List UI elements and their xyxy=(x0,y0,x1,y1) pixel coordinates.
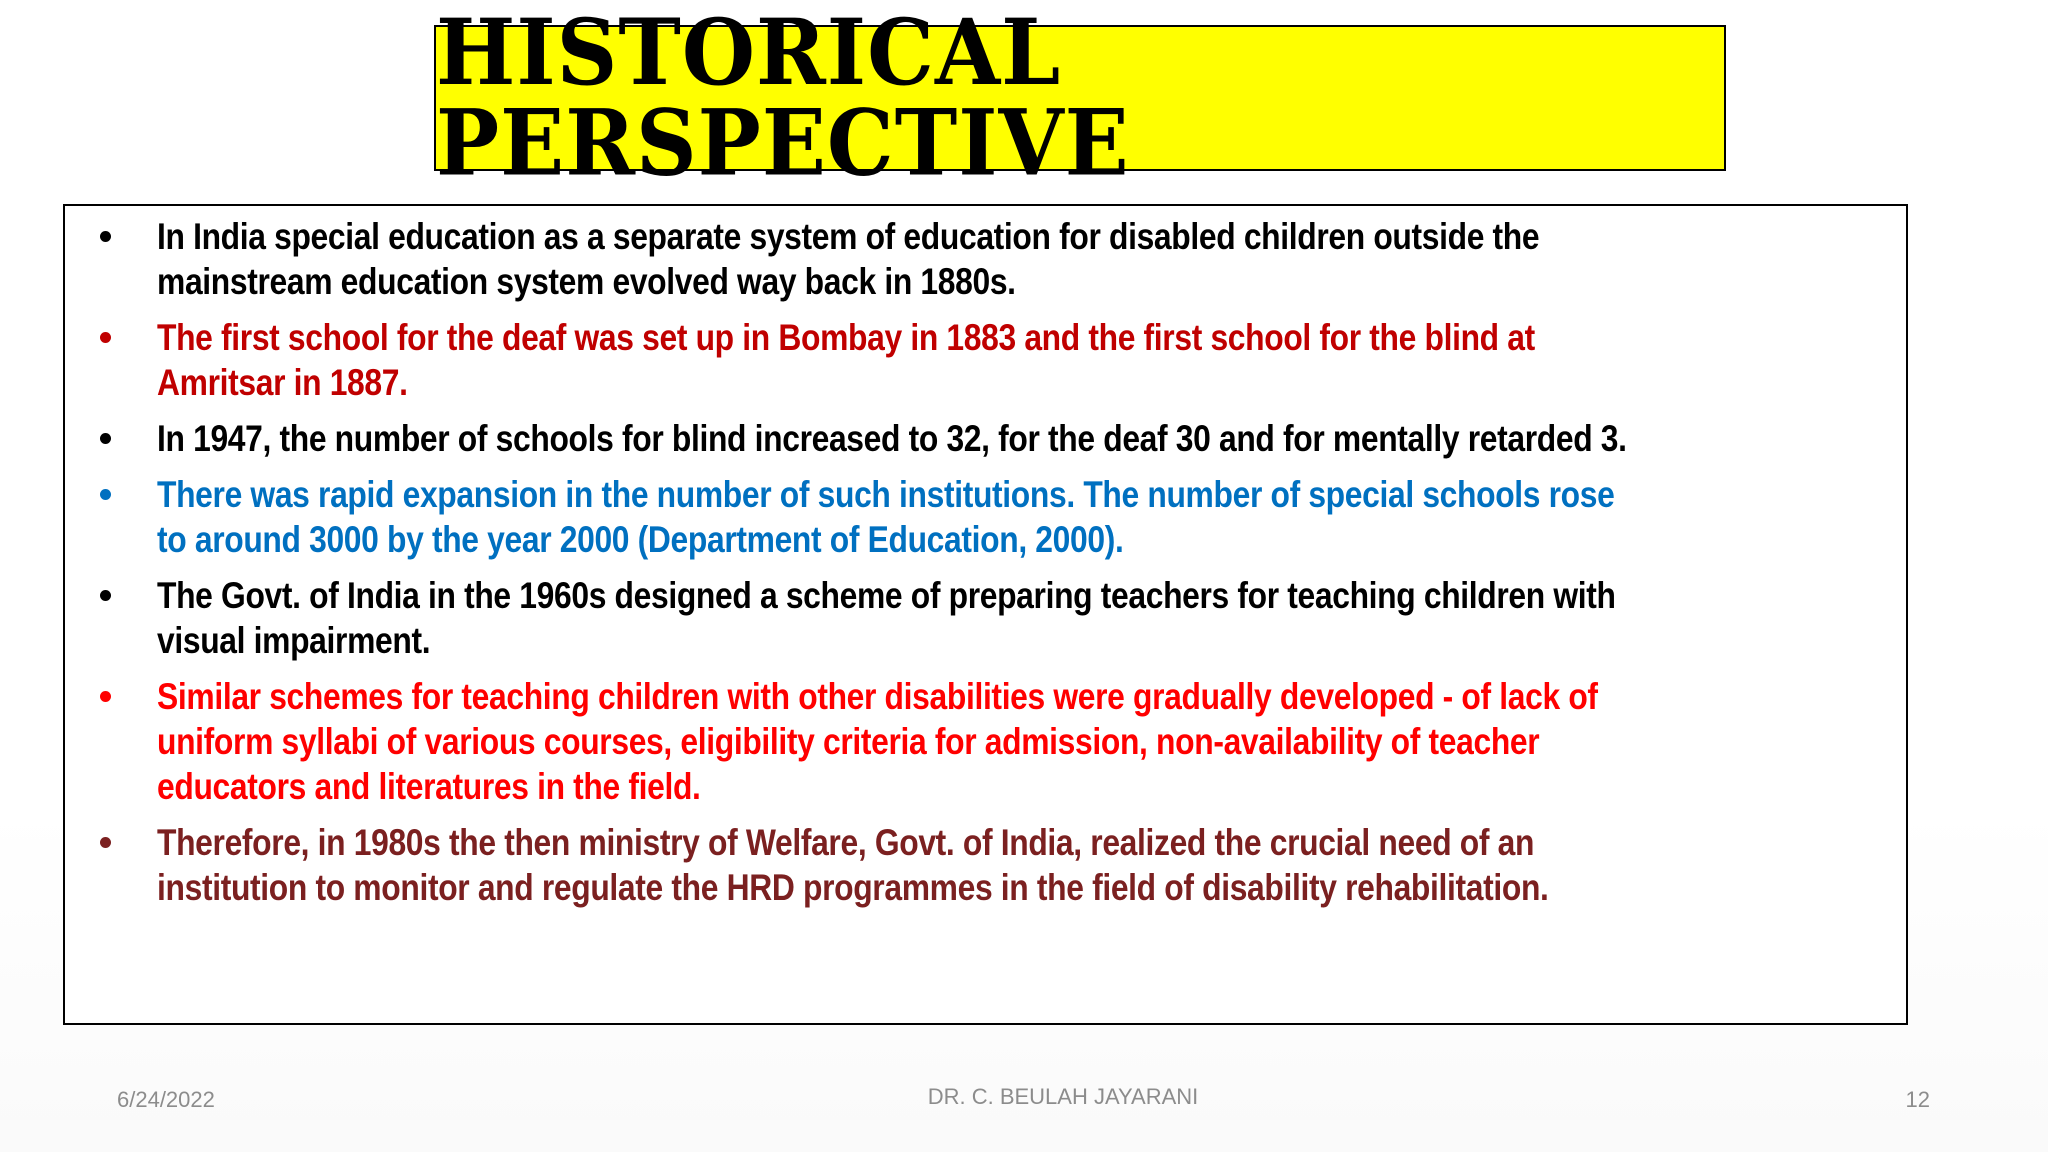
footer-author: DR. C. BEULAH JAYARANI xyxy=(927,1084,1199,1109)
bullet-item xyxy=(83,674,1866,809)
bullet-icon xyxy=(95,573,115,618)
bullet-item xyxy=(83,416,1866,461)
footer-page-number: 12 xyxy=(1905,1087,1930,1112)
title-banner xyxy=(434,0,1726,197)
bullet-icon xyxy=(95,472,115,517)
content-box xyxy=(63,204,1908,1025)
bullet-text: Similar schemes for teaching children with other disabilities were gradually developed - of lack of uniform syllabi of various courses, eligibility criteria for admission, non-availability of teacher educators and literatures in the field. xyxy=(157,676,1598,807)
bullet-icon xyxy=(95,820,115,865)
bullet-item xyxy=(83,315,1866,405)
bullet-text: In 1947, the number of schools for blind increased to 32, for the deaf 30 and for mentally retarded 3. xyxy=(157,418,1627,459)
bullet-icon xyxy=(95,214,115,259)
bullet-icon xyxy=(95,416,115,461)
bullet-item xyxy=(83,472,1866,562)
bullet-text: Therefore, in 1980s the then ministry of Welfare, Govt. of India, realized the crucial need of an institution to monitor and regulate the HRD programmes in the field of disability rehabilitation. xyxy=(157,822,1549,908)
bullet-item xyxy=(83,214,1866,304)
bullet-list xyxy=(83,214,1866,910)
bullet-text: In India special education as a separate system of education for disabled children outside the mainstream education system evolved way back in 1880s. xyxy=(157,216,1540,302)
bullet-icon xyxy=(95,674,115,719)
slide-title: HISTORICAL PERSPECTIVE xyxy=(436,0,1130,197)
bullet-text: The Govt. of India in the 1960s designed a scheme of preparing teachers for teaching children with visual impairment. xyxy=(157,575,1616,661)
bullet-text: There was rapid expansion in the number of such institutions. The number of special schools rose to around 3000 by the year 2000 (Department of Education, 2000). xyxy=(157,474,1615,560)
bullet-item xyxy=(83,573,1866,663)
footer-date: 6/24/2022 xyxy=(117,1087,215,1112)
bullet-icon xyxy=(95,315,115,360)
bullet-item xyxy=(83,820,1866,910)
bullet-text: The first school for the deaf was set up in Bombay in 1883 and the first school for the blind at Amritsar in 1887. xyxy=(157,317,1535,403)
